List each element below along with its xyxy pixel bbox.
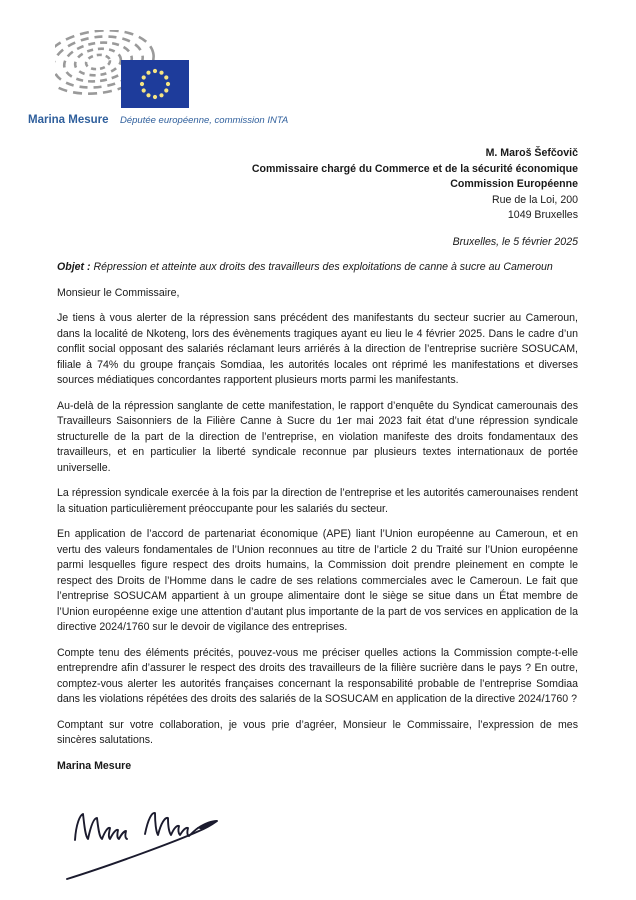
subject-label: Objet : <box>57 261 91 273</box>
letter-body <box>57 260 578 784</box>
sender-name: Marina Mesure <box>28 114 109 126</box>
body-paragraph: Comptant sur votre collaboration, je vous prie d’agréer, Monsieur le Commissaire, l’expression de mes sincères salutations. <box>57 718 578 746</box>
recipient-line: M. Maroš Šefčovič <box>485 147 578 159</box>
date-line: Bruxelles, le 5 février 2025 <box>452 236 578 248</box>
eu-flag-icon <box>121 60 189 108</box>
body-paragraph: En application de l’accord de partenariat économique (APE) liant l’Union européenne au Cameroun, et en vertu des valeurs fondamentales de l’Union reconnues au titre de l’article 2 du Traité sur l’Union européenne parmi lesquelles figure respect des droits humains, la Commission doit prendre pleinement en compte le respect des Droits de l’Homme dans le cadre de ses relations commerciales avec le Cameroun. Le fait que l’entreprise SOSUCAM appartient à un groupe alimentaire dont le siège se situe dans un État membre de l’Union européenne exige une attention d’autant plus importante de la part de vos services en application de la directive 2024/1760 sur le devoir de vigilance des entreprises. <box>57 528 578 633</box>
body-paragraph: Compte tenu des éléments précités, pouvez-vous me préciser quelles actions la Commission compte-t-elle entreprendre afin d’assurer le respect des droits des travailleurs de la filière sucrière dans le pays ? En outre, comptez-vous alerter les autorités françaises concernant la responsabilité probable de l’entreprise Somdiaa dans les violations répétées des droits des salariés de la SOSUCAM en application de la directive 2024/1760 ? <box>57 646 578 705</box>
subject-line <box>57 260 578 276</box>
sender-line <box>28 110 288 128</box>
subject-text: Répression et atteinte aux droits des travailleurs des exploitations de canne à sucre au Cameroun <box>90 261 553 273</box>
recipient-line: Commissaire chargé du Commerce et de la sécurité économique <box>251 162 578 175</box>
hemicycle-icon <box>55 30 195 112</box>
body-paragraph: Je tiens à vous alerter de la répression sans précédent des manifestants du secteur sucrier au Cameroun, dans la localité de Nkoteng, lors des évènements tragiques ayant eu lieu le 4 février 2025. Dans le cadre d’un conflit social opposant des salariés réclamant leurs arriérés à la direction de l’entreprise sucrière SOSUCAM, filiale à 74% du groupe français Somdiaa, les autorités locales ont réprimé les manifestations et diverses sources médiatiques concordantes rapportent plusieurs morts parmi les manifestants. <box>57 312 578 386</box>
body-paragraph: Au-delà de la répression sanglante de cette manifestation, le rapport d’enquête du Syndicat camerounais des Travailleurs Saisonniers de la Filière Canne à Sucre du 1er mai 2023 fait état d’une répression syndicale structurelle de la part de la direction de l’entreprise, en violation manifeste des droits fondamentaux des travailleurs, et en particulier la liberté syndicale reconnue par plusieurs textes internationaux de portée universelle. <box>57 399 578 474</box>
recipient-line: Commission Européenne <box>450 178 578 190</box>
signature-icon <box>57 792 227 887</box>
handwritten-signature <box>57 792 227 887</box>
recipient-line: 1049 Bruxelles <box>507 209 578 221</box>
recipient-line: Rue de la Loi, 200 <box>492 193 578 206</box>
recipient-block <box>252 146 578 224</box>
body-paragraph: La répression syndicale exercée à la fois par la direction de l’entreprise et les autorités camerounaises rendent la situation particulièrement préoccupante pour les salariés du secteur. <box>57 487 578 515</box>
signer-name: Marina Mesure <box>57 759 132 772</box>
sender-role: Députée européenne, commission INTA <box>119 115 289 126</box>
salutation: Monsieur le Commissaire, <box>57 286 180 299</box>
european-parliament-logo <box>55 30 195 112</box>
